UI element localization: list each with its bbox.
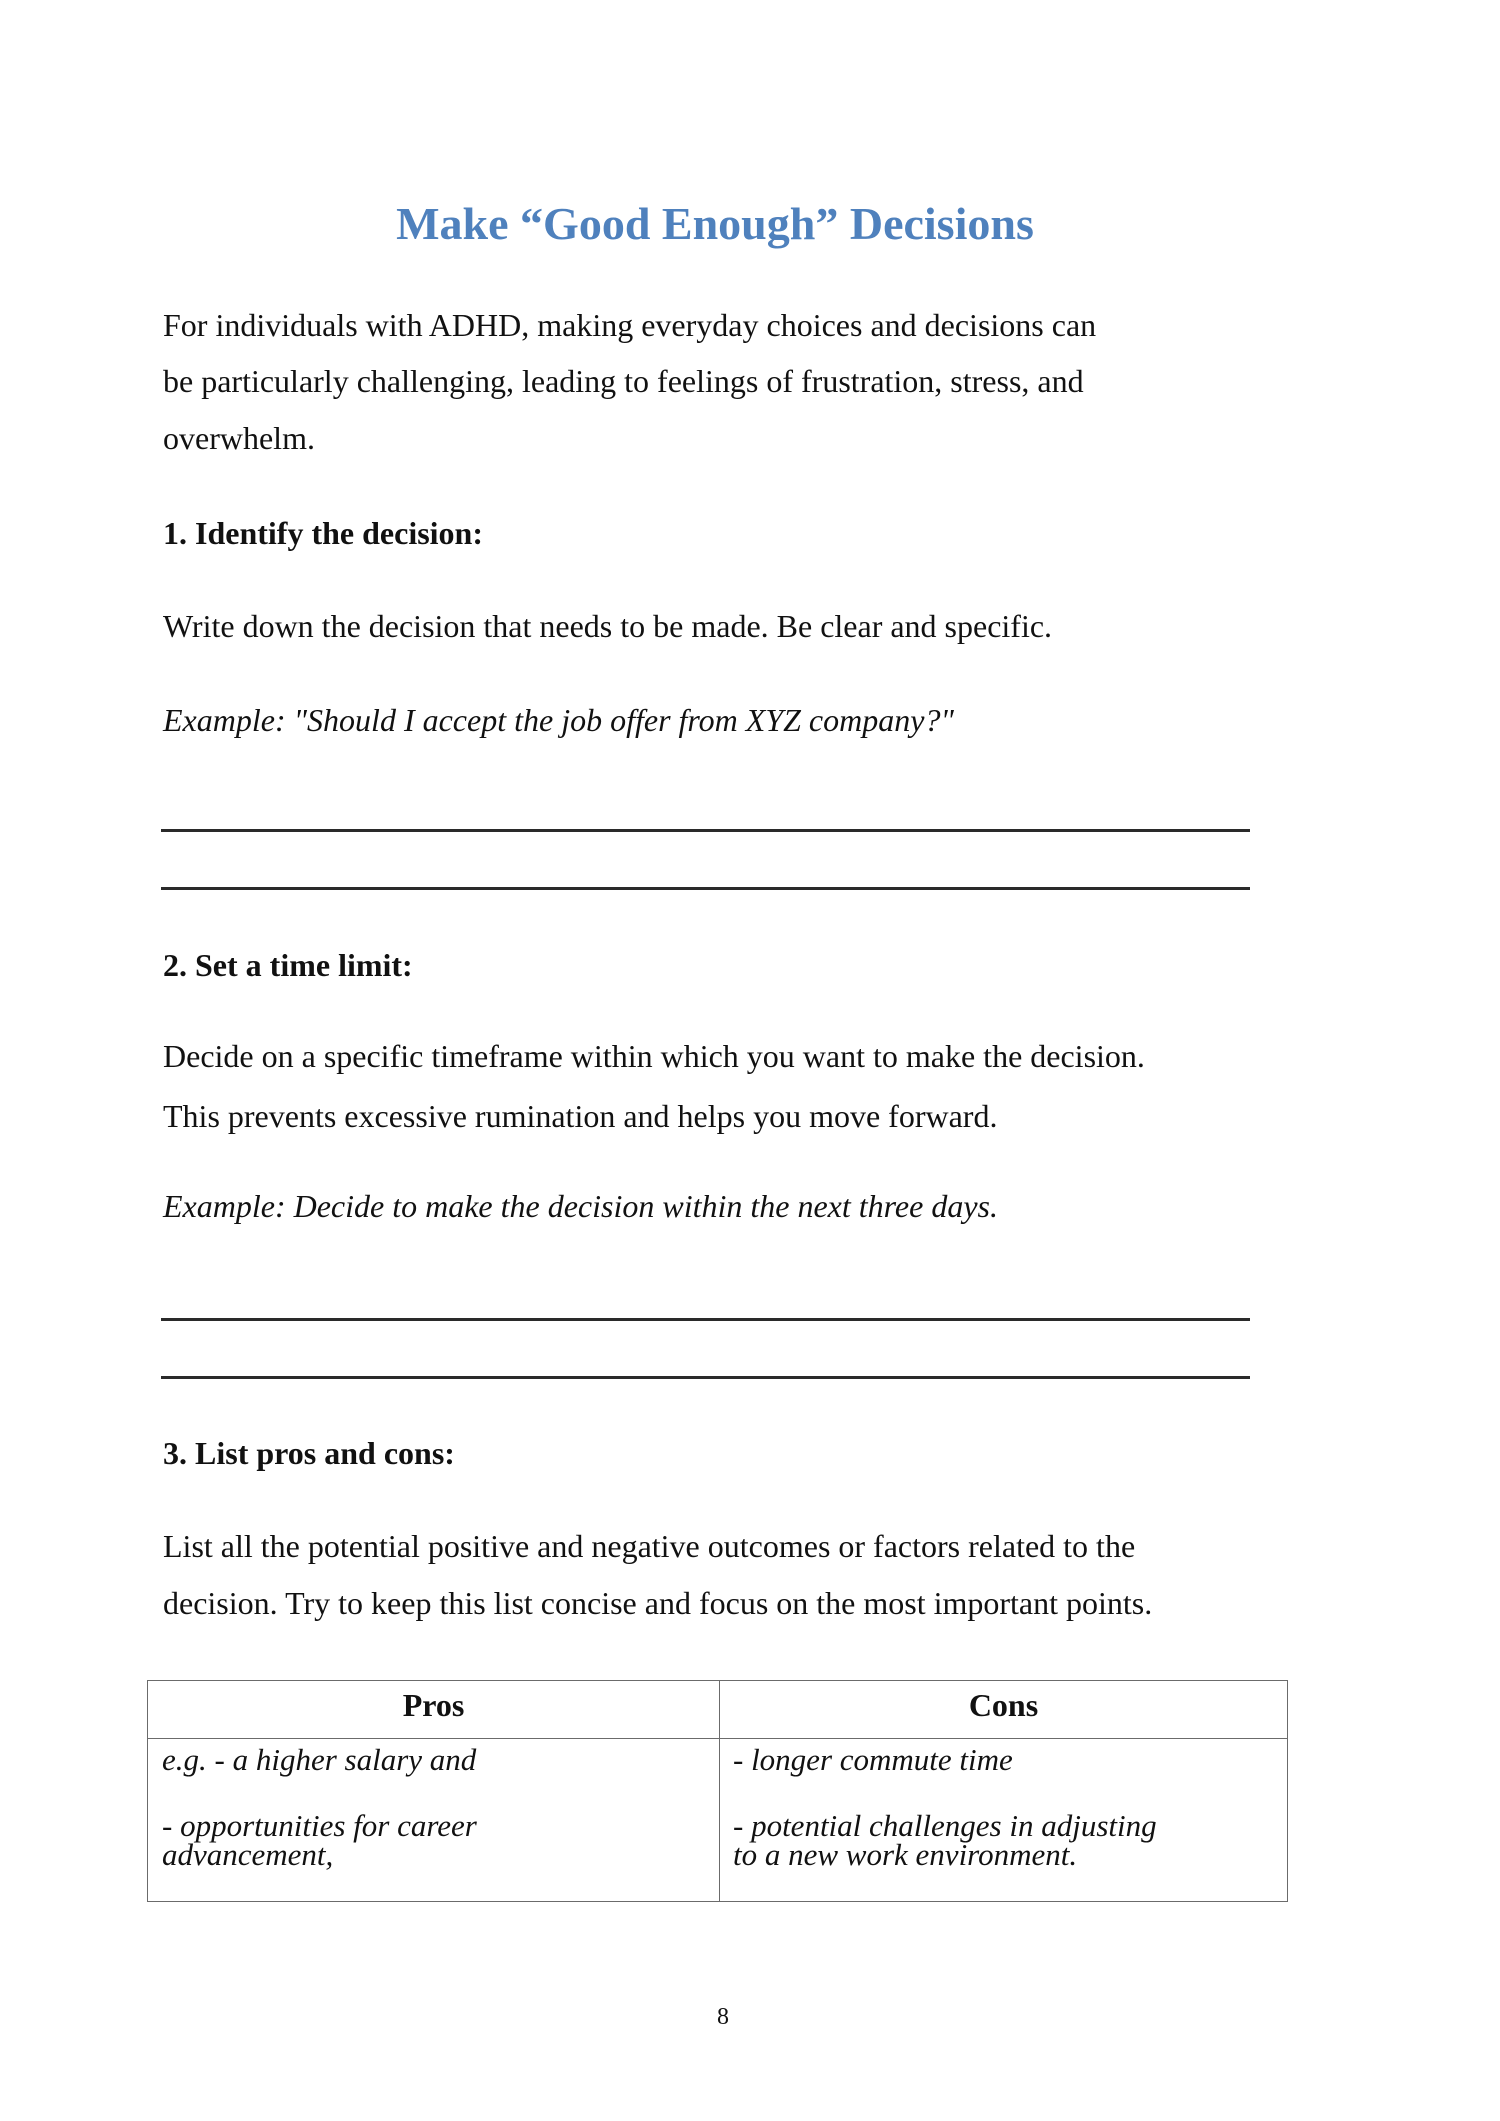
section-heading-pros-cons: 3. List pros and cons: bbox=[163, 1435, 455, 1471]
intro-line: overwhelm. bbox=[163, 420, 315, 456]
cons-item[interactable]: to a new work environment. bbox=[733, 1837, 1078, 1872]
answer-line[interactable] bbox=[161, 829, 1250, 832]
pros-item[interactable]: advancement, bbox=[162, 1837, 334, 1872]
section-body: Decide on a specific timeframe within which you want to make the decision. bbox=[163, 1038, 1145, 1074]
section-heading-time-limit: 2. Set a time limit: bbox=[163, 947, 413, 983]
table-header-divider bbox=[148, 1738, 1287, 1739]
answer-line[interactable] bbox=[161, 1376, 1250, 1379]
section-example: Example: "Should I accept the job offer from XYZ company?" bbox=[163, 702, 954, 738]
page-number: 8 bbox=[717, 2004, 729, 2030]
table-header-pros: Pros bbox=[402, 1687, 465, 1723]
pros-item[interactable]: - opportunities for career bbox=[162, 1808, 477, 1843]
intro-line: For individuals with ADHD, making everyday choices and decisions can bbox=[163, 307, 1097, 343]
section-heading-identify: 1. Identify the decision: bbox=[163, 515, 483, 551]
section-body: This prevents excessive rumination and helps you move forward. bbox=[163, 1098, 998, 1134]
cons-item[interactable]: - potential challenges in adjusting bbox=[733, 1808, 1157, 1843]
cons-item[interactable]: - longer commute time bbox=[733, 1742, 1013, 1777]
page-title: Make “Good Enough” Decisions bbox=[396, 198, 1034, 249]
section-body: decision. Try to keep this list concise and focus on the most important points. bbox=[163, 1585, 1153, 1621]
section-body: List all the potential positive and negative outcomes or factors related to the bbox=[163, 1528, 1136, 1564]
pros-item[interactable]: e.g. - a higher salary and bbox=[162, 1742, 477, 1777]
pros-cons-table bbox=[147, 1680, 1288, 1902]
table-header-cons: Cons bbox=[968, 1687, 1039, 1723]
intro-line: be particularly challenging, leading to feelings of frustration, stress, and bbox=[163, 363, 1084, 399]
section-example: Example: Decide to make the decision within the next three days. bbox=[163, 1188, 998, 1224]
answer-line[interactable] bbox=[161, 887, 1250, 890]
section-body: Write down the decision that needs to be made. Be clear and specific. bbox=[163, 608, 1053, 644]
answer-line[interactable] bbox=[161, 1318, 1250, 1321]
